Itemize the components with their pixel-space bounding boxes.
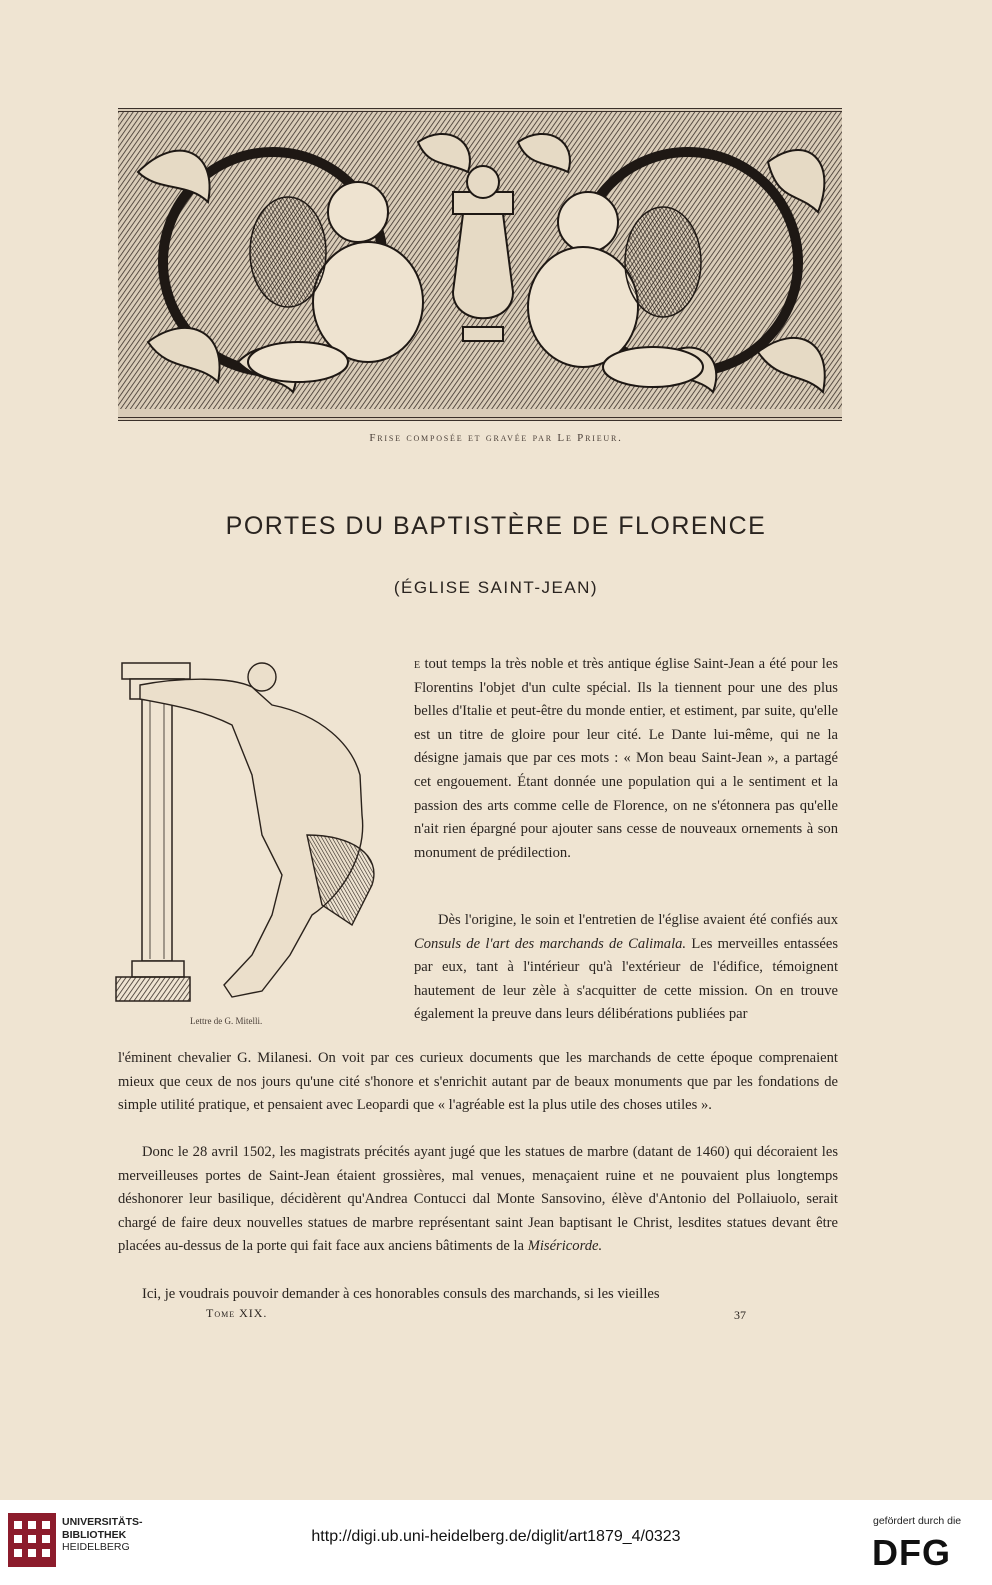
paragraph-1-lead: e xyxy=(414,656,421,672)
paragraph-1 xyxy=(414,653,838,865)
volume-label: Tome XIX. xyxy=(206,1306,268,1320)
paragraph-2-part-a: Dès l'origine, le soin et l'entretien de l'église avaient été confiés aux xyxy=(438,912,838,928)
paragraph-1-text: tout temps la très noble et très antique église Saint-Jean a été pour les Florentins l'objet d'un culte spécial. Ils la tiennent pour une des plus belles d'Italie et peut-être du monde entier, et estiment, par suite, qu'elle est un titre de gloire pour leur cité. Le Dante lui-même, qui ne la désigne jamais que par ces mots : « Mon beau Saint-Jean », a partagé cet engouement. Étant donnée une population qui a le sentiment et la passion des arts comme celle de Florence, on ne s'étonnera pas qu'elle n'ait rien épargné pour ajouter sans cesse de nouveaux ornements à son monument de prédilection. xyxy=(414,656,838,861)
dropcap-illustration xyxy=(112,655,402,1015)
paragraph-3-text: Donc le 28 avril 1502, les magistrats précités ayant jugé que les statues de marbre (datant de 1460) qui décoraient les merveilleuses portes de Saint-Jean étaient grossières, mal venues, menaçaient ruine et ne pouvaient plus longtemps déshonorer leur basilique, décidèrent qu'Andrea Contucci dal Monte Sansovino, élève d'Antonio del Pollaiuolo, serait chargé de faire deux nouvelles statues de marbre représentant saint Jean baptisant le Christ, lesdites statues devant être placées au-dessus de la porte qui fait face aux anciens bâtiments de la xyxy=(118,1144,838,1255)
paragraph-3 xyxy=(118,1141,838,1259)
paragraph-2-part-b: Les merveilles entassées par eux, tant à l'intérieur qu'à l'extérieur de l'édifice, témoignent hautement de leur zèle à s'acquitter de cette mission. On en trouve également la preuve dans leurs délibérations publiées par xyxy=(414,935,839,1023)
article-title: PORTES DU BAPTISTÈRE DE FLORENCE xyxy=(225,512,767,540)
institution-line-1: UNIVERSITÄTS- xyxy=(62,1516,143,1528)
paragraph-3-italic: Miséricorde. xyxy=(527,1238,603,1255)
frieze-caption: Frise composée et gravée par Le Prieur. xyxy=(369,432,623,444)
paragraph-2-italic: Consuls de l'art des marchands de Calimala. xyxy=(414,935,687,952)
paragraph-4 xyxy=(118,1283,838,1307)
paragraph-2 xyxy=(414,909,838,1027)
institution-line-2: BIBLIOTHEK xyxy=(62,1528,127,1541)
dfg-logo: DFG xyxy=(872,1532,951,1573)
permalink-url[interactable]: http://digi.ub.uni-heidelberg.de/diglit/art1879_4/0323 xyxy=(311,1528,681,1545)
funding-label: gefördert durch die xyxy=(873,1515,962,1527)
paragraph-4-text: Ici, je voudrais pouvoir demander à ces honorables consuls des marchands, si les vieilles xyxy=(142,1286,660,1302)
article-subtitle: (ÉGLISE SAINT-JEAN) xyxy=(393,578,599,597)
paragraph-2-continued: l'éminent chevalier G. Milanesi. On voit par ces curieux documents que les marchands de cette époque comprenaient mieux que ceux de nos jours qu'une cité s'honore et s'enrichit autant par de beaux monuments que par les fondations de simple utilité pratique, et pensaient avec Leopardi que « l'agréable est la plus utile des choses utiles ». xyxy=(118,1050,838,1114)
library-footer-bar xyxy=(0,1500,992,1585)
dropcap-caption: Lettre de G. Mitelli. xyxy=(190,1016,263,1026)
page-number: 37 xyxy=(734,1308,746,1322)
decorative-frieze-engraving xyxy=(118,108,842,421)
institution-line-3: HEIDELBERG xyxy=(62,1541,130,1553)
